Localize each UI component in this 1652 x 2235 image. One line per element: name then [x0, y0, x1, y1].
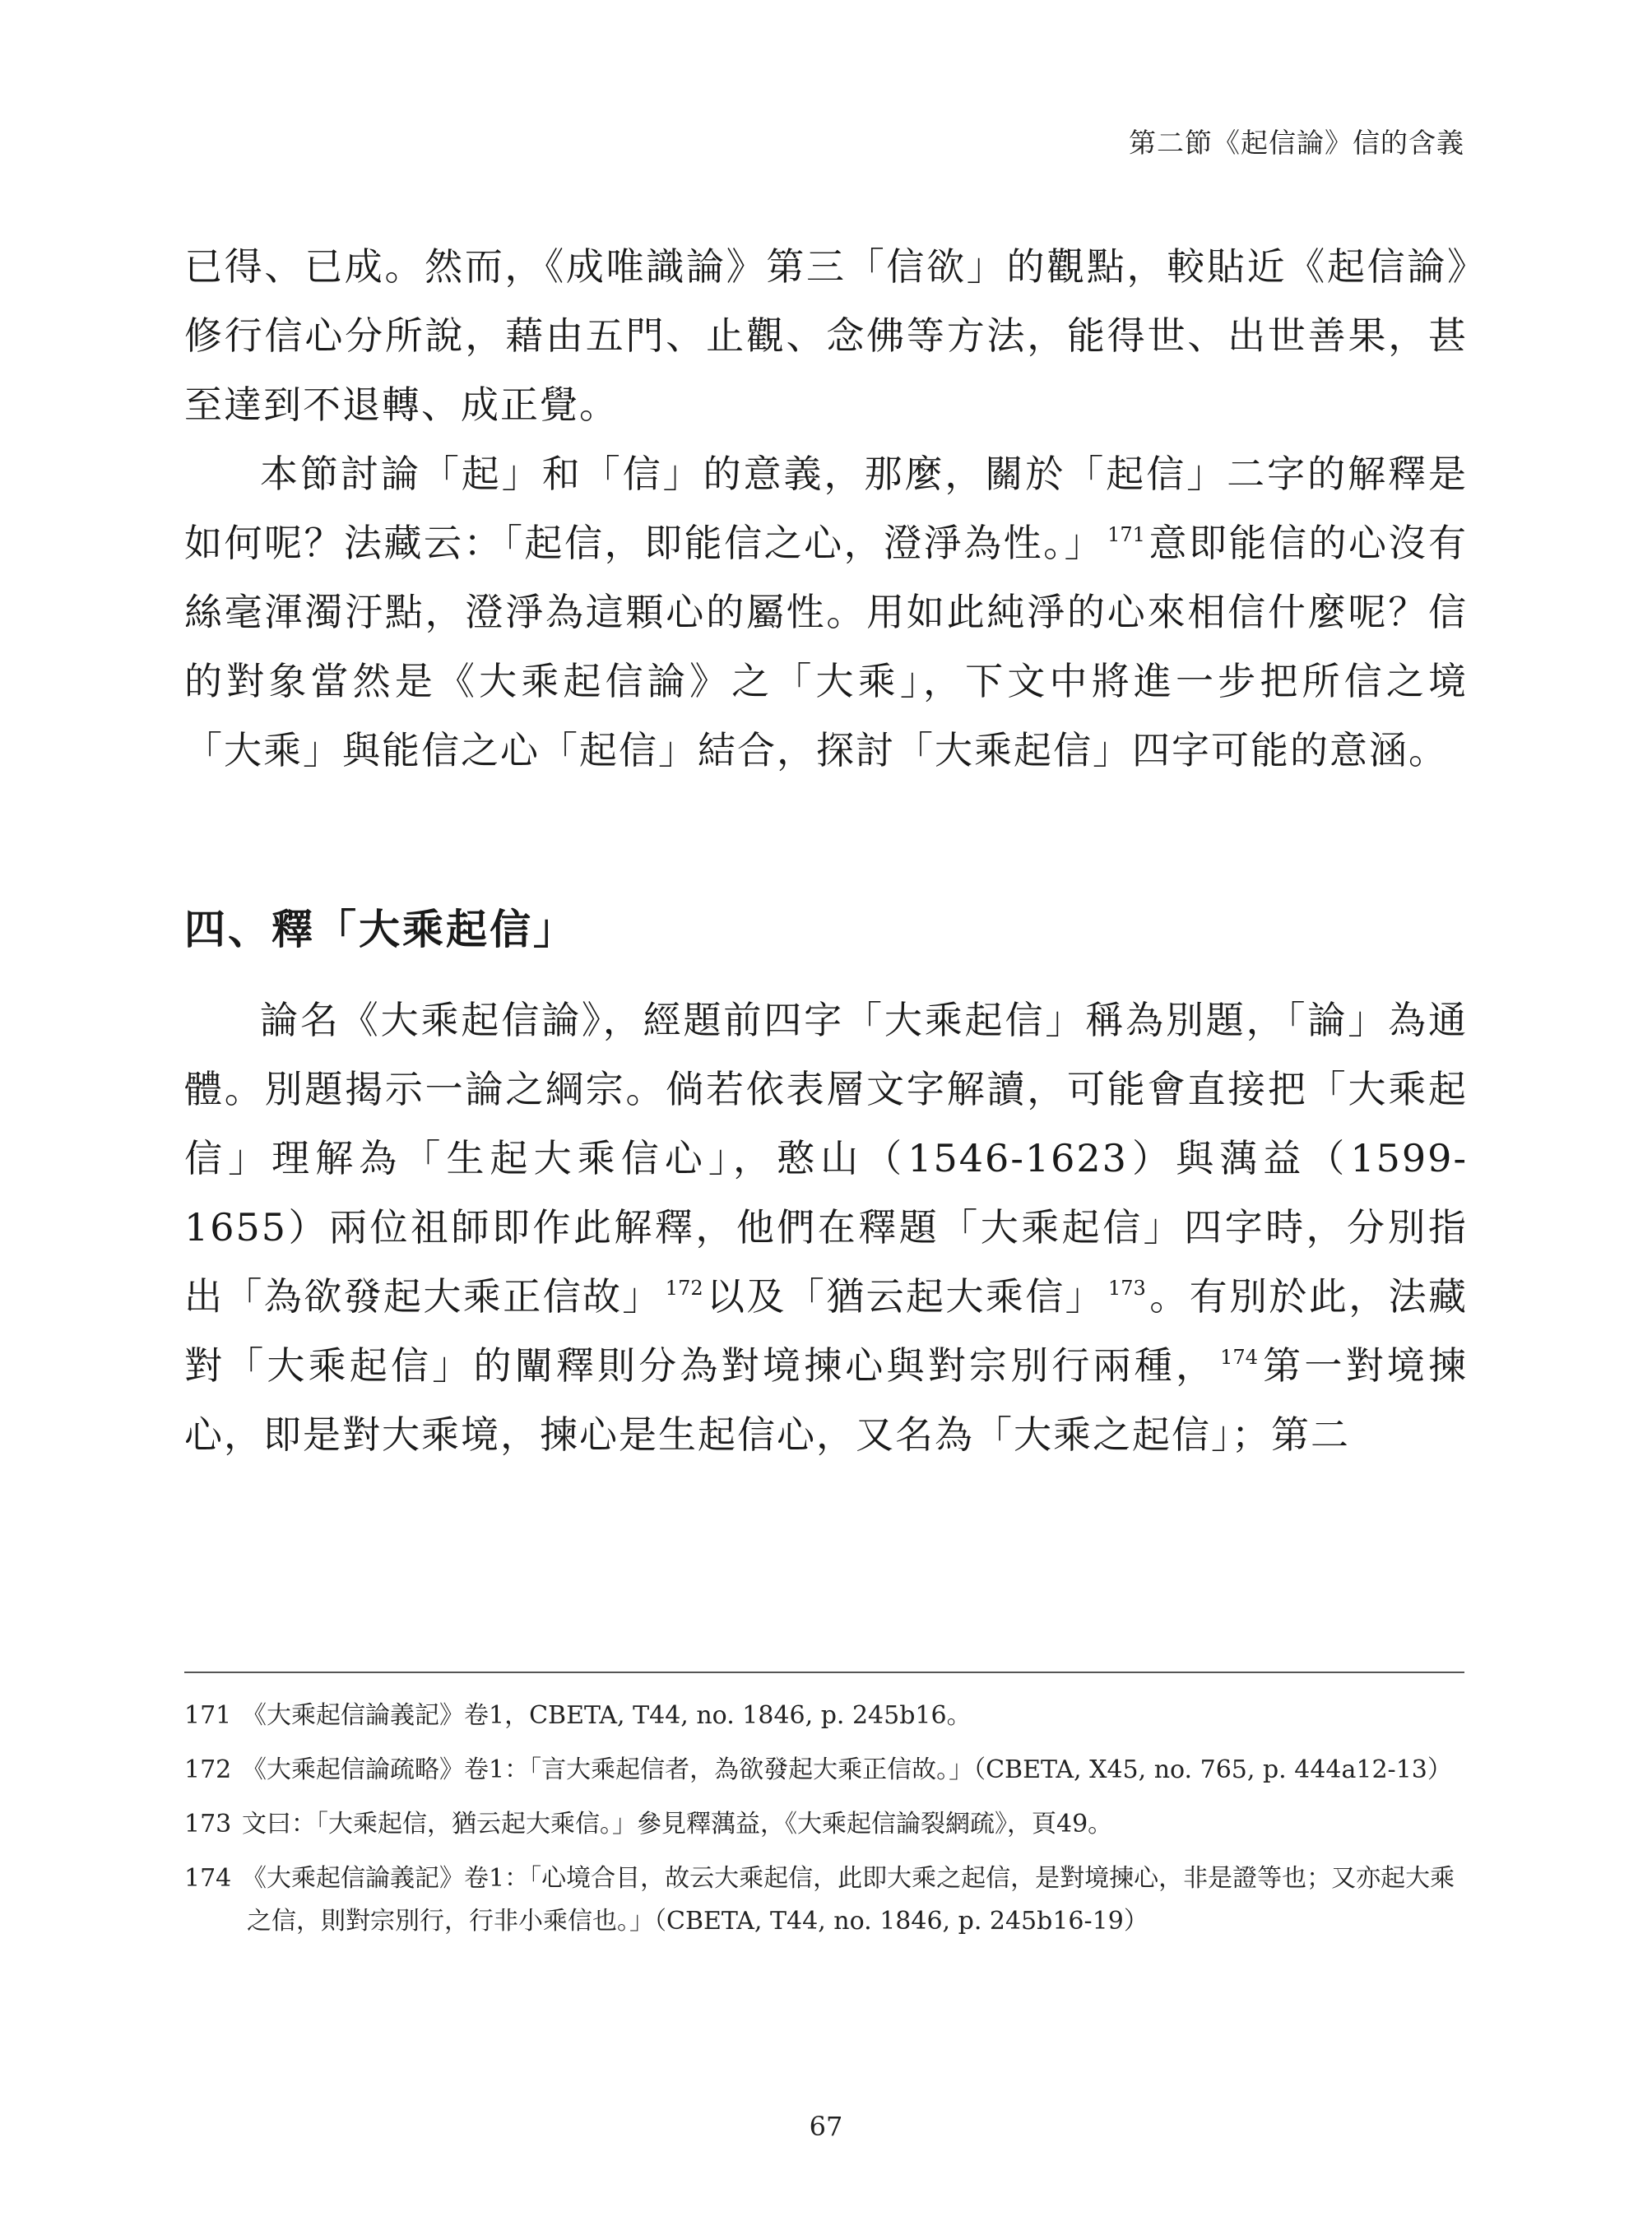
footnote-174 — [184, 1857, 1464, 1943]
paragraph-text: 論名《大乘起信論》，經題前四字「大乘起信」稱為別題，「論」為通體。別題揭示一論之綱宗。倘若依表層文字解讀，可能會直接把「大乘起信」理解為「生起大乘信心」，憨山（1546-1623）與蕅益（1599-1655）兩位祖師即作此解釋，他們在釋題「大乘起信」四字時，分別指出「為欲發起大乘正信故」 — [184, 998, 1468, 1319]
paragraph-text: 。有別於此，法藏對「大乘起信」的闡釋則分為對境揀心與對宗別行兩種， — [184, 1274, 1469, 1388]
footnote-divider — [184, 1672, 1464, 1673]
paragraph-text: 意即能信的心沒有絲毫渾濁汙點，澄淨為這顆心的屬性。用如此純淨的心來相信什麼呢？信的對象當然是《大乘起信論》之「大乘」，下文中將進一步把所信之境「大乘」與能信之心「起信」結合，探討「大乘起信」四字可能的意涵。 — [184, 521, 1468, 772]
footnote-number: 172 — [184, 1755, 232, 1784]
footnote-number: 171 — [184, 1701, 232, 1730]
footnote-ref-172[interactable]: 172 — [665, 1277, 703, 1300]
footnote-text: 《大乘起信論義記》卷1：「心境合目，故云大乘起信，此即大乘之起信，是對境揀心，非是證等也；又亦起大乘之信，則對宗別行，行非小乘信也。」（CBETA, T44, no. 1846, p. 245b16-19） — [242, 1864, 1455, 1936]
paragraph-text: 第一對境揀心，即是對大乘境，揀心是生起信心，又名為「大乘之起信」；第二 — [184, 1343, 1469, 1457]
footnote-171 — [184, 1695, 1464, 1737]
body-paragraph-3 — [184, 985, 1468, 1469]
footnote-ref-173[interactable]: 173 — [1108, 1277, 1146, 1300]
footnote-173 — [184, 1803, 1464, 1846]
body-paragraph-1 — [184, 232, 1468, 439]
paragraph-text: 已得、已成。然而，《成唯識論》第三「信欲」的觀點，較貼近《起信論》修行信心分所說，藉由五門、止觀、念佛等方法，能得世、出世善果，甚至達到不退轉、成正覺。 — [184, 244, 1468, 427]
footnote-text: 《大乘起信論疏略》卷1：「言大乘起信者，為欲發起大乘正信故。」（CBETA, X45, no. 765, p. 444a12-13） — [242, 1755, 1452, 1784]
footnote-text: 文曰：「大乘起信，猶云起大乘信。」參見釋蕅益，《大乘起信論裂網疏》，頁49。 — [242, 1810, 1113, 1839]
footnote-ref-171[interactable]: 171 — [1107, 523, 1145, 546]
section-heading: 四、釋「大乘起信」 — [184, 906, 577, 953]
footnotes — [184, 1695, 1464, 1954]
running-head: 第二節《起信論》信的含義 — [1129, 127, 1464, 159]
paragraph-text: 本節討論「起」和「信」的意義，那麼，關於「起信」二字的解釋是如何呢？法藏云：「起信，即能信之心，澄淨為性。」 — [184, 452, 1468, 565]
footnote-ref-174[interactable]: 174 — [1220, 1346, 1258, 1369]
page-number: 67 — [809, 2111, 843, 2142]
footnote-text: 《大乘起信論義記》卷1，CBETA, T44, no. 1846, p. 245b16。 — [242, 1701, 972, 1730]
footnote-number: 174 — [184, 1864, 232, 1893]
footnote-172 — [184, 1749, 1464, 1792]
body-paragraph-2 — [184, 439, 1468, 785]
footnote-number: 173 — [184, 1810, 232, 1839]
paragraph-text: 以及「猶云起大乘信」 — [706, 1274, 1106, 1319]
